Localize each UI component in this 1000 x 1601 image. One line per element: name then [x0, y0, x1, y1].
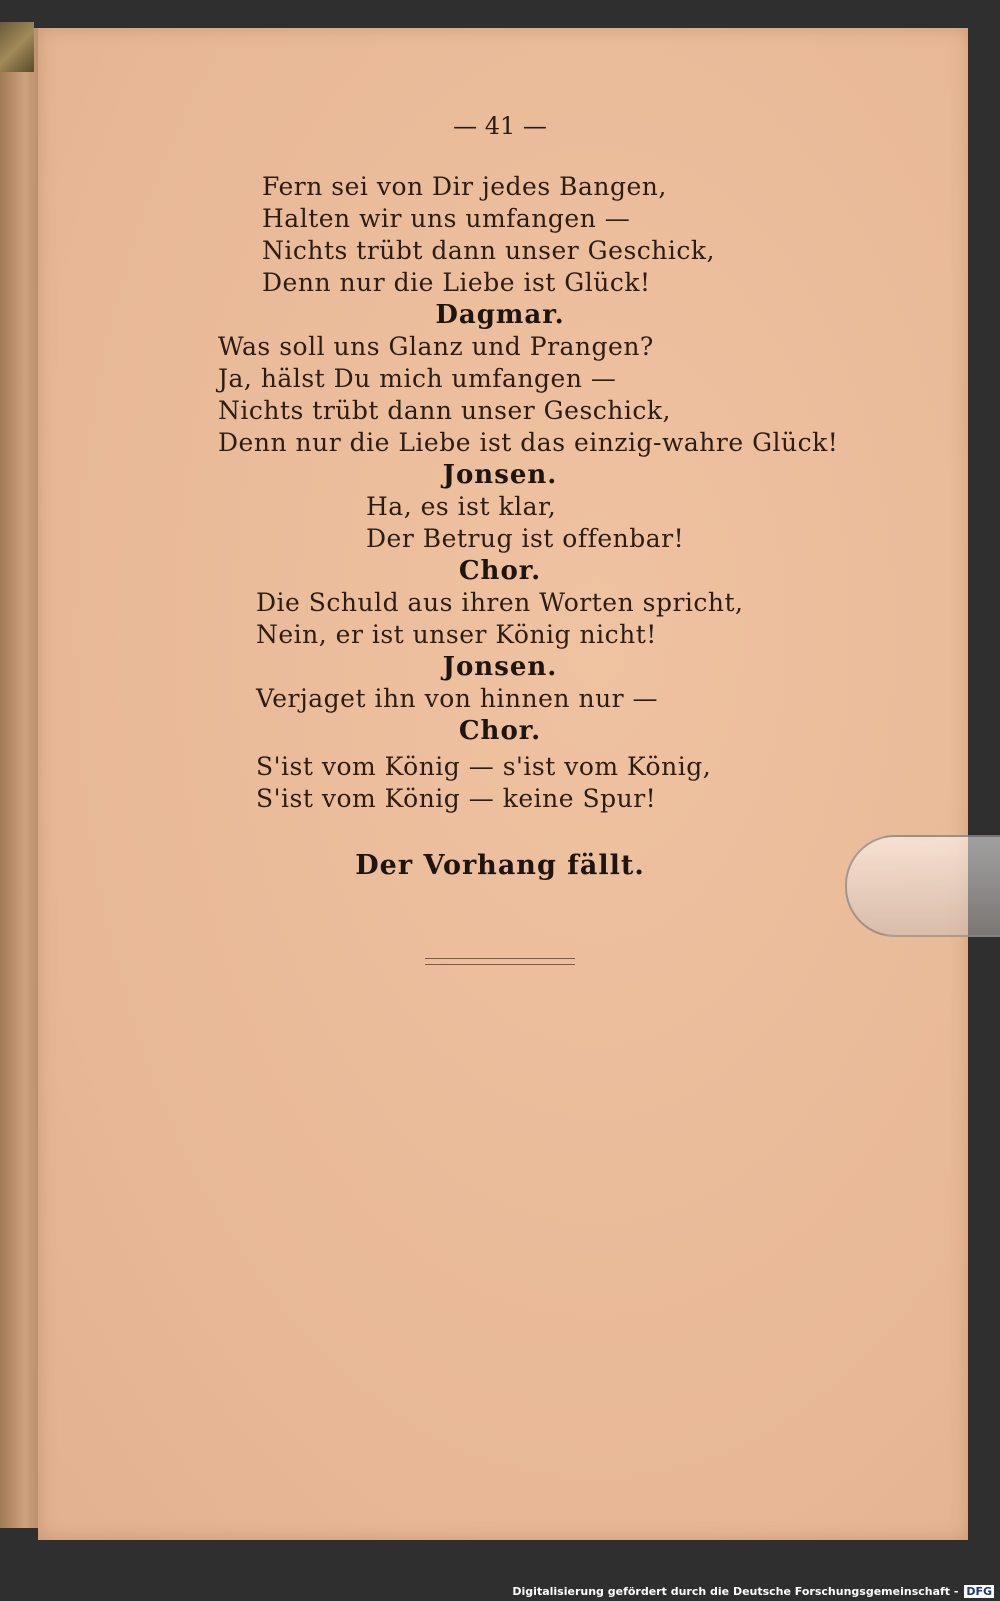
verse-line: Die Schuld aus ihren Worten spricht,	[256, 588, 744, 617]
verse-line: Der Betrug ist offenbar!	[366, 524, 685, 553]
closing-rule	[425, 958, 575, 965]
verse-line: S'ist vom König — s'ist vom König,	[256, 752, 712, 781]
speaker-name: Jonsen.	[442, 652, 558, 682]
speaker-name: Dagmar.	[435, 300, 565, 330]
verse-line: Halten wir uns umfangen —	[262, 204, 631, 233]
verse-line: S'ist vom König — keine Spur!	[256, 784, 657, 813]
speaker-name: Chor.	[458, 716, 542, 746]
verse-line: Ja, hälst Du mich umfangen —	[218, 364, 617, 393]
verse-line: Denn nur die Liebe ist Glück!	[262, 268, 651, 297]
verse-line: Denn nur die Liebe ist das einzig-wahre Glück!	[218, 428, 839, 457]
verse-line: Nichts trübt dann unser Geschick,	[218, 396, 671, 425]
verse-line: Fern sei von Dir jedes Bangen,	[262, 172, 667, 201]
verse-line: Was soll uns Glanz und Prangen?	[218, 332, 654, 361]
verse-line: Verjaget ihn von hinnen nur —	[256, 684, 659, 713]
page-number: — 41 —	[453, 112, 547, 140]
book-binding	[0, 22, 34, 72]
footer-credit	[512, 1585, 994, 1598]
verse-line: Nein, er ist unser König nicht!	[256, 620, 657, 649]
speaker-name: Chor.	[458, 556, 542, 586]
book-page-edge	[0, 28, 42, 1528]
verse-line: Nichts trübt dann unser Geschick,	[262, 236, 715, 265]
stage-direction: Der Vorhang fällt.	[355, 850, 645, 881]
speaker-name: Jonsen.	[442, 460, 558, 490]
paper-clip	[845, 835, 1000, 937]
footer-credit-text: Digitalisierung gefördert durch die Deutsche Forschungsgemeinschaft -	[512, 1585, 959, 1598]
verse-line: Ha, es ist klar,	[366, 492, 557, 521]
dfg-logo: DFG	[966, 1585, 992, 1598]
